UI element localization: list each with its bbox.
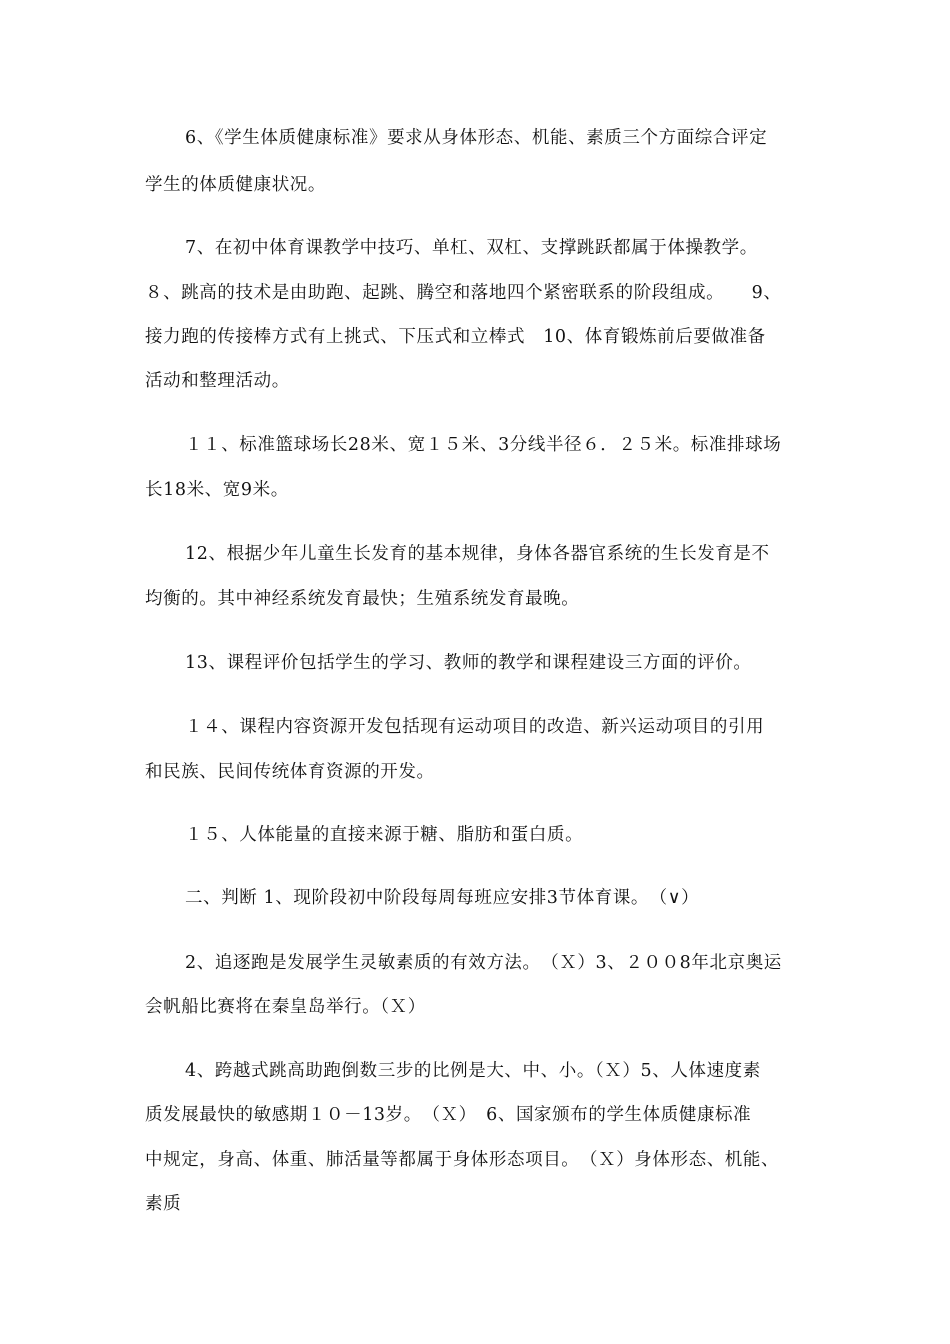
text-line: 均衡的。其中神经系统发育最快；生殖系统发育最晚。 — [145, 589, 580, 609]
text-line: 会帆船比赛将在秦皇岛举行。（Ｘ） — [145, 997, 426, 1017]
text-line: １１、标准篮球场长28米、宽１５米、3分线半径６．２５米。标准排球场 — [185, 435, 782, 455]
text-line: 学生的体质健康状况。 — [145, 175, 326, 195]
text-line: 素质 — [145, 1194, 182, 1214]
text-line: 6、《学生体质健康标准》要求从身体形态、机能、素质三个方面综合评定 — [185, 128, 768, 148]
text-line: 7、在初中体育课教学中技巧、单杠、双杠、支撑跳跃都属于体操教学。 — [185, 238, 758, 258]
text-line: 接力跑的传接棒方式有上挑式、下压式和立棒式 10、体育锻炼前后要做准备 — [145, 327, 766, 347]
text-line: １４、课程内容资源开发包括现有运动项目的改造、新兴运动项目的引用 — [185, 717, 765, 737]
text-line: 13、课程评价包括学生的学习、教师的教学和课程建设三方面的评价。 — [185, 653, 752, 673]
text-line: ８、跳高的技术是由助跑、起跳、腾空和落地四个紧密联系的阶段组成。 9、 — [145, 283, 782, 303]
text-line: 质发展最快的敏感期１０－13岁。 （Ｘ） 6、国家颁布的学生体质健康标准 — [145, 1105, 752, 1125]
text-line: 二、判断 1、现阶段初中阶段每周每班应安排3节体育课。 （∨） — [185, 888, 700, 908]
text-line: １５、人体能量的直接来源于糖、脂肪和蛋白质。 — [185, 825, 584, 845]
text-line: 中规定，身高、体重、肺活量等都属于身体形态项目。 （Ｘ）身体形态、机能、 — [145, 1150, 780, 1170]
text-line: 12、根据少年儿童生长发育的基本规律，身体各器官系统的生长发育是不 — [185, 544, 770, 564]
text-line: 4、跨越式跳高助跑倒数三步的比例是大、中、小。（Ｘ）5、人体速度素 — [185, 1061, 761, 1081]
text-line: 活动和整理活动。 — [145, 371, 290, 391]
text-line: 长18米、宽9米。 — [145, 480, 289, 500]
text-line: 和民族、民间传统体育资源的开发。 — [145, 762, 435, 782]
text-line: 2、追逐跑是发展学生灵敏素质的有效方法。 （Ｘ）3、２００8年北京奥运 — [185, 953, 782, 973]
